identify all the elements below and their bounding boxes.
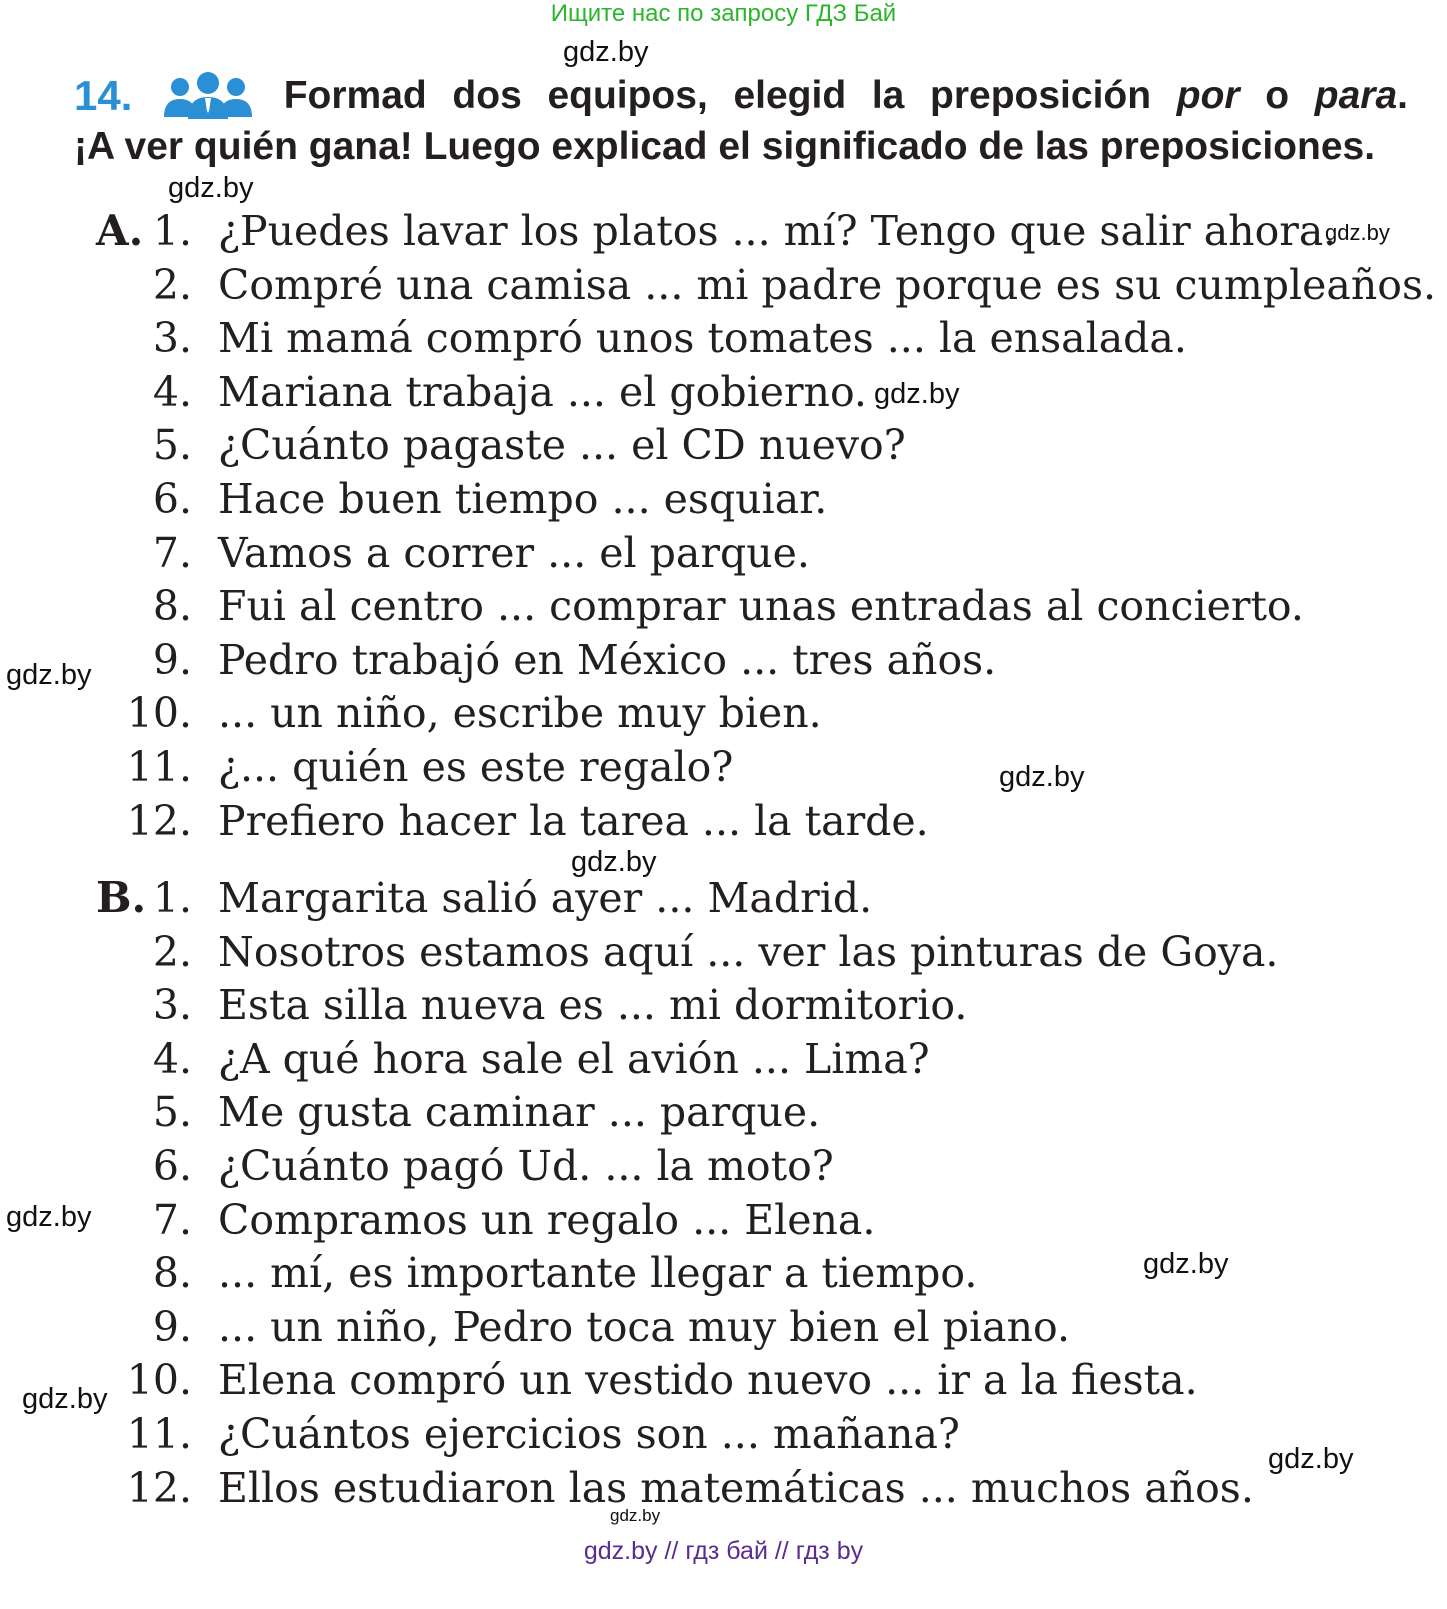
exercise-title-line2: ¡A ver quién gana! Luego explicad el significado de las preposiciones.	[74, 125, 1376, 168]
title-para: para	[1314, 74, 1398, 117]
exercise-item	[0, 1300, 1447, 1354]
title-por: por	[1176, 74, 1240, 117]
item-sentence: Esta silla nueva es ... mi dormitorio.	[218, 981, 968, 1030]
watermark: gdz.by	[22, 1383, 108, 1415]
section-letter-b: B.	[96, 873, 147, 922]
item-number: 10.	[126, 689, 192, 738]
exercise-item	[0, 1032, 1447, 1086]
item-sentence: Compré una camisa ... mi padre porque es su cumpleaños.	[218, 260, 1437, 309]
item-sentence: Hace buen tiempo ... esquiar.	[218, 475, 828, 523]
title-equipos: equipos,	[547, 74, 708, 117]
title-elegid: elegid	[733, 74, 847, 117]
watermark: gdz.by	[168, 172, 254, 204]
item-sentence: Nosotros estamos aquí ... ver las pinturas de Goya.	[218, 927, 1279, 976]
title-preposicion: preposición	[930, 74, 1152, 117]
exercise-item	[0, 311, 1447, 365]
item-sentence: Compramos un regalo ... Elena.	[218, 1195, 876, 1244]
item-number: 1.	[152, 874, 192, 922]
item-sentence: Pedro trabajó en México ... tres años.	[218, 635, 997, 684]
item-sentence: ¿Cuánto pagaste ... el CD nuevo?	[218, 421, 906, 470]
item-sentence: Me gusta caminar ... parque.	[218, 1088, 821, 1137]
exercise-item	[0, 1407, 1447, 1461]
exercise-item	[0, 1246, 1447, 1300]
item-number: 11.	[126, 743, 192, 791]
title-dot: .	[1397, 74, 1408, 117]
item-sentence: ¿A qué hora sale el avión ... Lima?	[218, 1034, 930, 1083]
title-la: la	[871, 74, 905, 117]
item-sentence: ... un niño, Pedro toca muy bien el piano.	[218, 1302, 1070, 1351]
item-sentence: ¿Puedes lavar los platos ... mí? Tengo que salir ahora.	[218, 207, 1337, 255]
item-number: 2.	[152, 260, 192, 309]
item-number: 2.	[152, 927, 192, 976]
item-number: 11.	[126, 1410, 192, 1458]
item-sentence: Mi mamá compró unos tomates ... la ensalada.	[218, 314, 1187, 363]
footer-links: gdz.by // гдз бай // гдз by	[583, 1537, 864, 1565]
exercise-item	[0, 871, 1447, 925]
exercise-item	[0, 258, 1447, 312]
exercise-item	[0, 204, 1447, 258]
exercise-item	[0, 1461, 1447, 1515]
exercise-item	[0, 1139, 1447, 1193]
item-number: 5.	[152, 421, 192, 470]
watermark: gdz.by	[874, 378, 960, 410]
item-sentence: Margarita salió ayer ... Madrid.	[218, 874, 873, 922]
exercise-item	[0, 526, 1447, 580]
exercise-item	[0, 1193, 1447, 1247]
item-number: 9.	[152, 635, 192, 684]
exercise-item	[0, 740, 1447, 794]
item-number: 12.	[126, 1463, 192, 1512]
item-sentence: ... mí, es importante llegar a tiempo.	[218, 1249, 978, 1298]
exercise-item	[0, 1353, 1447, 1407]
section-letter-a: A.	[96, 206, 144, 255]
title-o: o	[1265, 74, 1290, 117]
item-number: 7.	[152, 528, 192, 577]
item-sentence: Elena compró un vestido nuevo ... ir a la fiesta.	[218, 1356, 1198, 1405]
watermark: gdz.by	[1143, 1248, 1229, 1280]
item-number: 4.	[152, 367, 192, 416]
item-number: 6.	[152, 1142, 192, 1190]
item-sentence: ¿Cuánto pagó Ud. ... la moto?	[218, 1142, 834, 1190]
watermark: gdz.by	[563, 36, 649, 68]
exercise-item	[0, 579, 1447, 633]
watermark: gdz.by	[6, 1201, 92, 1233]
item-sentence: Mariana trabaja ... el gobierno.	[218, 367, 867, 416]
item-sentence: Prefiero hacer la tarea ... la tarde.	[218, 796, 929, 845]
exercise-item	[0, 794, 1447, 848]
item-sentence: Fui al centro ... comprar unas entradas al concierto.	[218, 582, 1304, 631]
exercise-item	[0, 418, 1447, 472]
team-icon	[158, 71, 258, 121]
watermark: gdz.by	[6, 659, 92, 691]
item-sentence: ¿Cuántos ejercicios son ... mañana?	[218, 1410, 960, 1458]
item-number: 9.	[152, 1302, 192, 1351]
watermark: gdz.by	[571, 846, 657, 878]
exercise-item	[0, 1085, 1447, 1139]
item-sentence: ... un niño, escribe muy bien.	[218, 689, 822, 738]
title-dos: dos	[452, 74, 522, 117]
exercise-item	[0, 472, 1447, 526]
item-number: 12.	[126, 796, 192, 845]
exercise-heading	[74, 70, 1408, 172]
watermark: gdz.by	[610, 1506, 661, 1525]
item-sentence: Vamos a correr ... el parque.	[218, 528, 810, 577]
exercise-item	[0, 978, 1447, 1032]
item-number: 8.	[152, 582, 192, 631]
exercise-item	[0, 633, 1447, 687]
title-formad: Formad	[283, 74, 427, 117]
item-sentence: Ellos estudiaron las matemáticas ... muchos años.	[218, 1463, 1254, 1512]
item-number: 1.	[152, 207, 192, 255]
item-number: 3.	[152, 314, 192, 363]
exercise-item	[0, 365, 1447, 419]
top-banner: Ищите нас по запросу ГДЗ Бай	[550, 0, 897, 27]
watermark: gdz.by	[1268, 1443, 1354, 1475]
item-number: 6.	[152, 475, 192, 523]
watermark: gdz.by	[999, 761, 1085, 793]
item-number: 4.	[152, 1034, 192, 1083]
title-para-wrap	[1315, 70, 1408, 121]
item-number: 3.	[152, 981, 192, 1030]
item-number: 10.	[126, 1356, 192, 1405]
item-number: 8.	[152, 1249, 192, 1298]
exercise-item	[0, 925, 1447, 979]
watermark: gdz.by	[1325, 220, 1390, 245]
item-number: 5.	[152, 1088, 192, 1137]
item-sentence: ¿... quién es este regalo?	[218, 743, 734, 791]
item-number: 7.	[152, 1195, 192, 1244]
exercise-item	[0, 686, 1447, 740]
exercise-number: 14.	[74, 72, 133, 119]
